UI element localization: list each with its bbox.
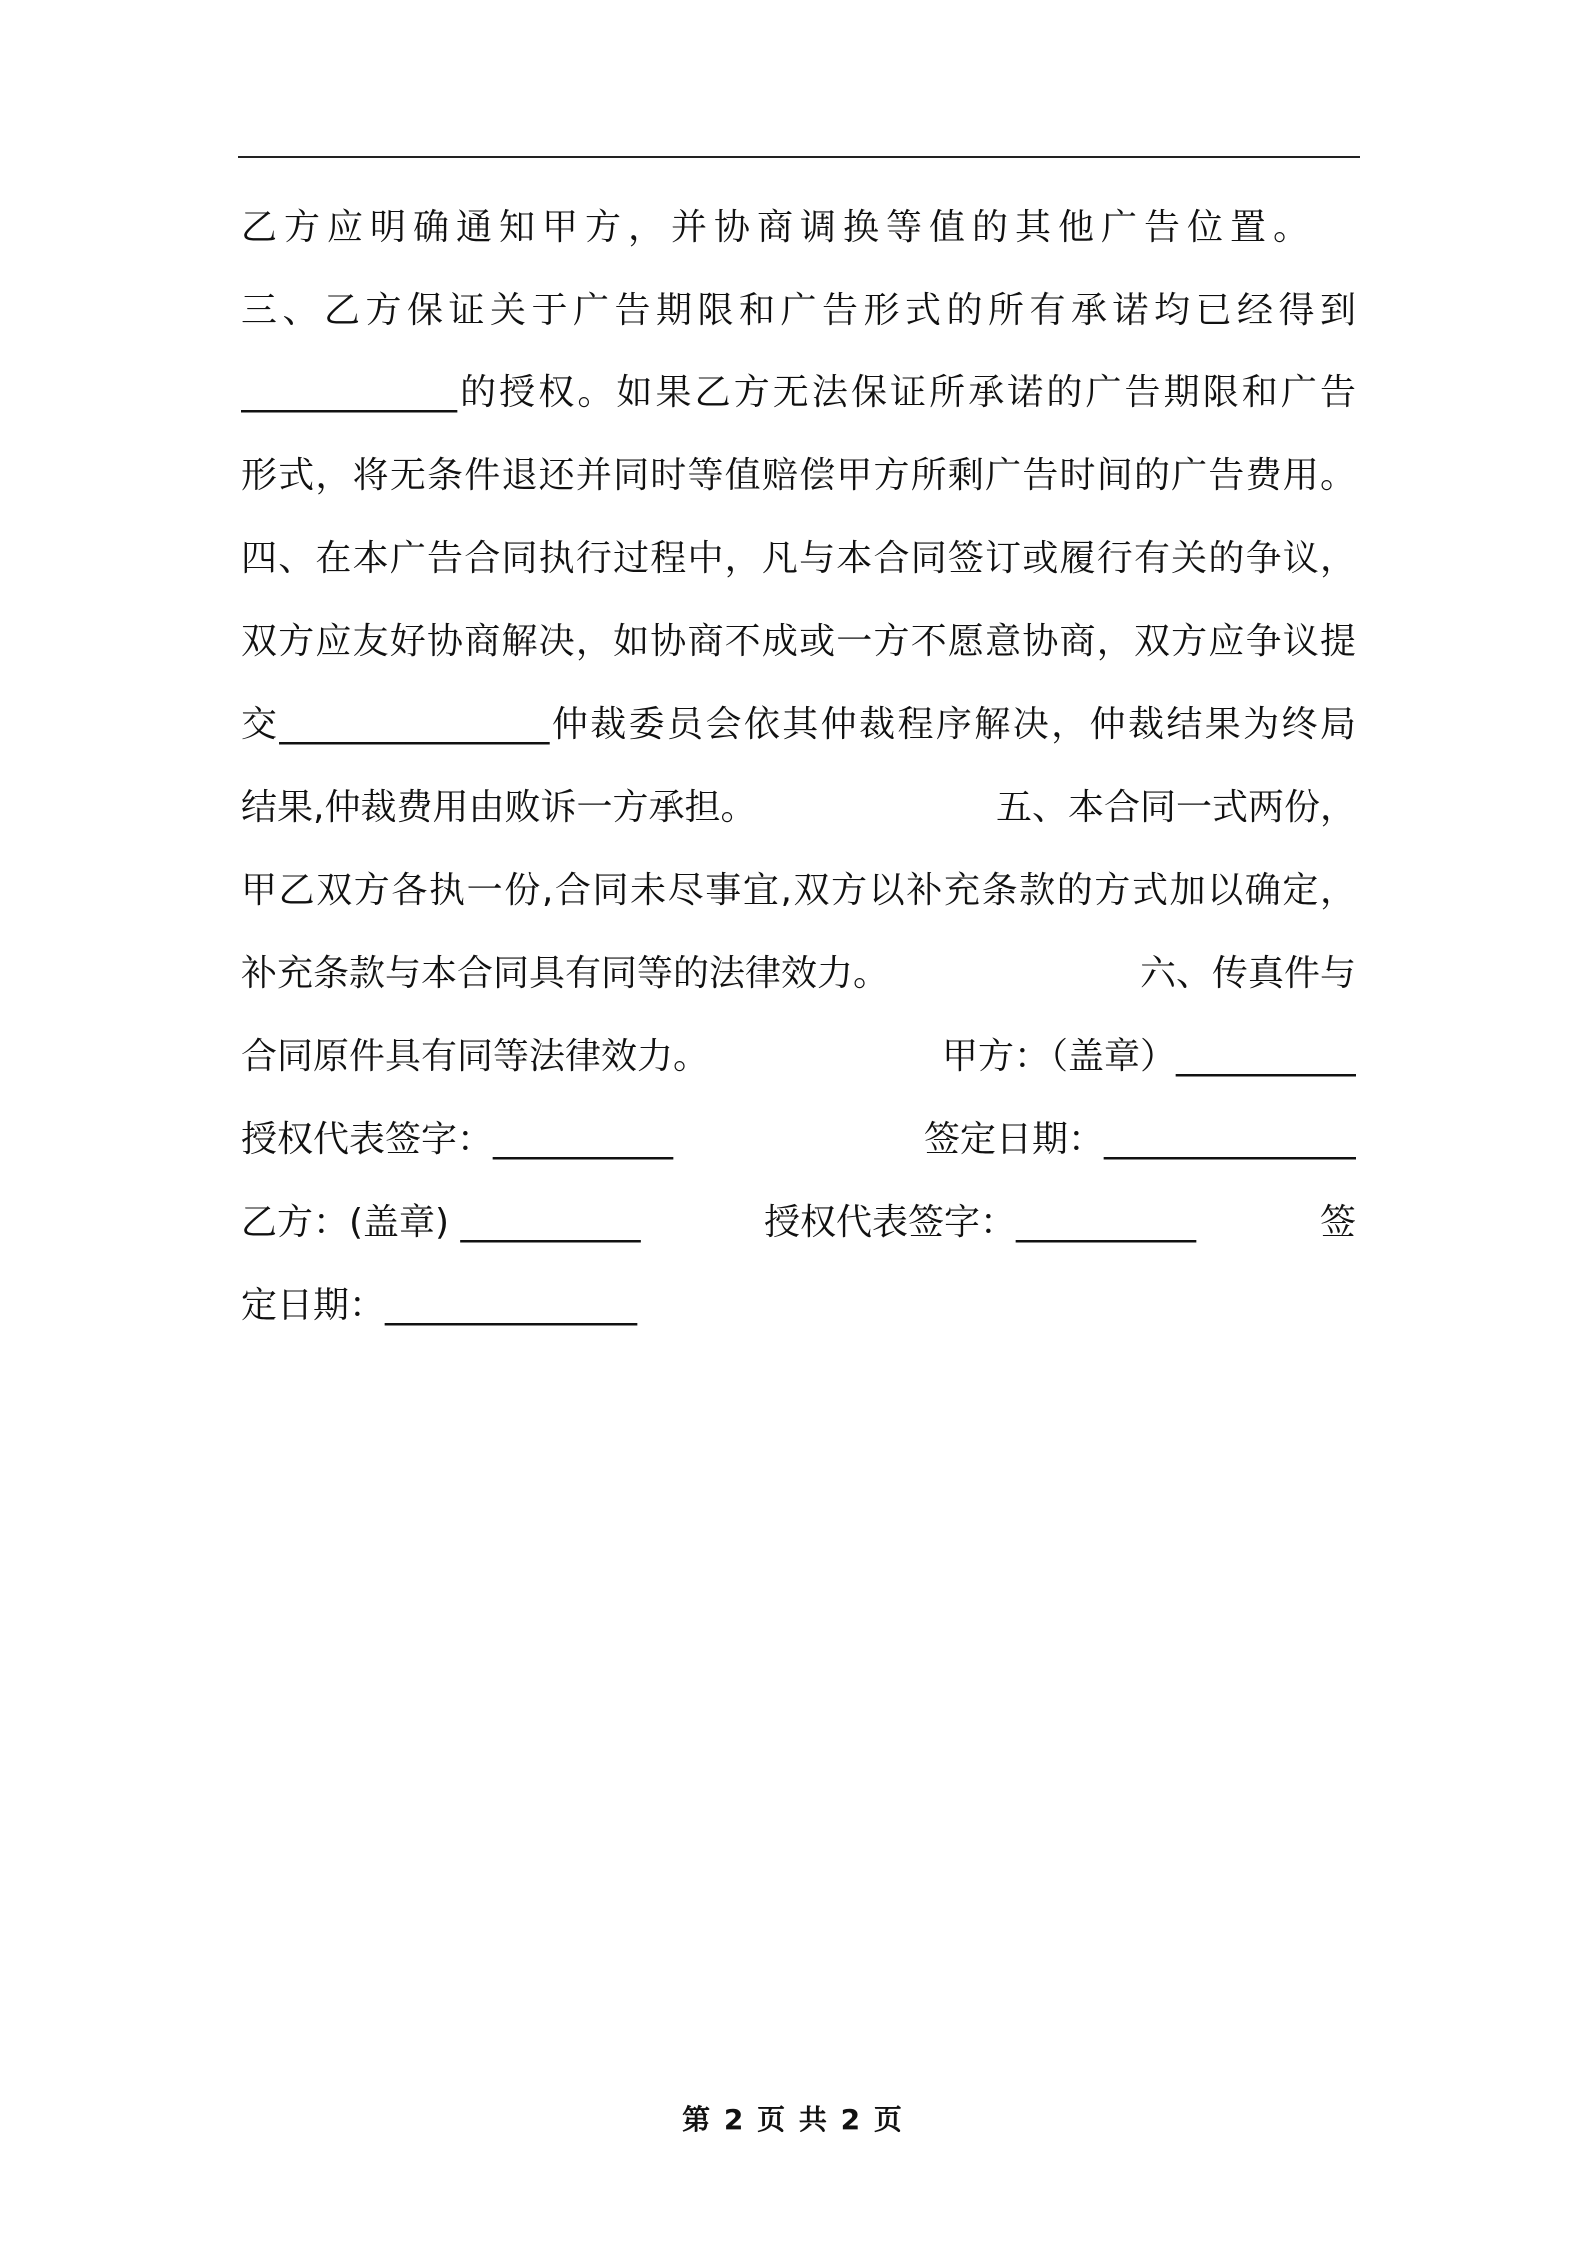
paragraph-line-8	[241, 778, 1356, 838]
party-a-sign-date: 签定日期：______________	[923, 1119, 1356, 1160]
supplement-text: 补充条款与本合同具有同等的法律效力。	[241, 953, 890, 994]
paragraph-line-6: 双方应友好协商解决，如协商不成或一方不愿意协商，双方应争议提	[241, 621, 1356, 662]
paragraph-line-10	[241, 944, 1356, 1004]
paragraph-line-7: 交_______________仲裁委员会依其仲裁程序解决，仲裁结果为终局	[241, 704, 1356, 745]
paragraph-line-3: ____________的授权。如果乙方无法保证所承诺的广告期限和广告	[241, 372, 1356, 413]
page-number: 第 2 页 共 2 页	[682, 2103, 904, 2136]
arbitration-cost-text: 结果,仲裁费用由败诉一方承担。	[241, 787, 757, 828]
party-a-representative: 授权代表签字：__________	[241, 1119, 674, 1160]
paragraph-line-11	[241, 1027, 1356, 1087]
signature-line-14: 定日期：______________	[241, 1285, 638, 1326]
party-b-seal: 乙方：(盖章) __________	[241, 1202, 641, 1243]
party-a-seal: 甲方：（盖章）__________	[941, 1036, 1356, 1077]
paragraph-line-4: 形式，将无条件退还并同时等值赔偿甲方所剩广告时间的广告费用。	[241, 455, 1356, 496]
clause-five-start: 五、本合同一式两份，	[995, 787, 1356, 828]
paragraph-line-1: 乙方应明确通知甲方，并协商调换等值的其他广告位置。	[241, 207, 1317, 248]
paragraph-line-9: 甲乙双方各执一份,合同未尽事宜,双方以补充条款的方式加以确定，	[241, 870, 1356, 911]
party-b-representative: 授权代表签字：__________	[764, 1202, 1197, 1243]
sign-date-start: 签	[1319, 1202, 1356, 1243]
paragraph-line-2: 三、乙方保证关于广告期限和广告形式的所有承诺均已经得到	[241, 290, 1356, 331]
paragraph-line-5: 四、在本广告合同执行过程中，凡与本合同签订或履行有关的争议，	[241, 538, 1356, 579]
fax-validity-text: 合同原件具有同等法律效力。	[241, 1036, 710, 1077]
header-rule	[238, 156, 1360, 158]
signature-line-12	[241, 1110, 1356, 1170]
clause-six-start: 六、传真件与	[1139, 953, 1356, 994]
signature-line-13	[241, 1193, 1356, 1253]
